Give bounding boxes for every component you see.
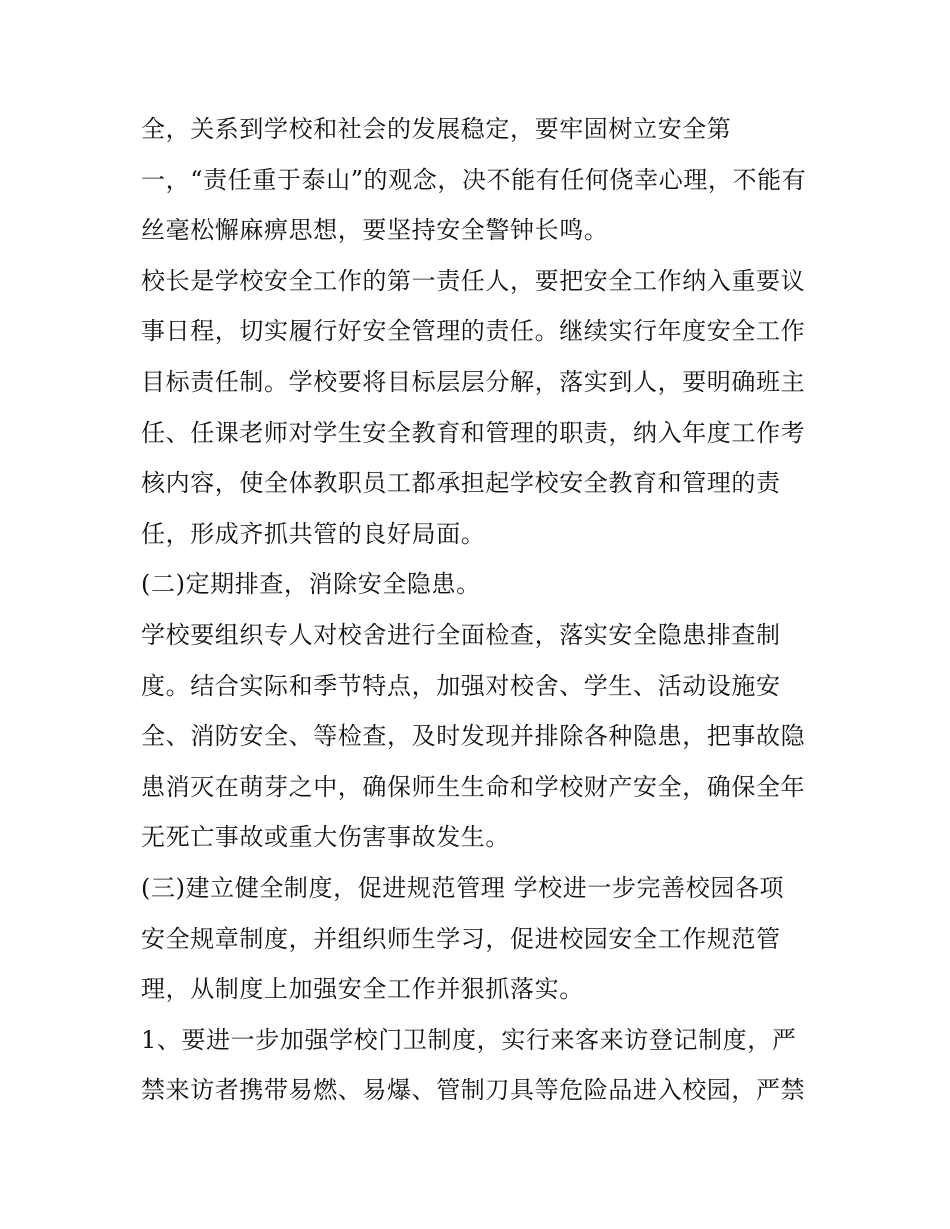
list-item-1: 1、要进一步加强学校门卫制度，实行来客来访登记制度，严 (141, 1025, 797, 1054)
section-heading-2: (二)定期排查，消除安全隐患。 (141, 570, 481, 599)
text-line: 事日程，切实履行好安全管理的责任。继续实行年度安全工作 (141, 317, 806, 346)
text-line: 任、任课老师对学生安全教育和管理的职责，纳入年度工作考 (141, 418, 806, 447)
text-line: 校长是学校安全工作的第一责任人，要把安全工作纳入重要议 (141, 266, 806, 295)
text-line: 学校要组织专人对校舍进行全面检查，落实安全隐患排查制 (141, 620, 781, 649)
text-line: 度。结合实际和季节特点，加强对校舍、学生、活动设施安 (141, 671, 781, 700)
text-line: 核内容，使全体教职员工都承担起学校安全教育和管理的责 (141, 469, 781, 498)
text-line: 禁来访者携带易燃、易爆、管制刀具等危险品进入校园，严禁 (141, 1076, 806, 1105)
text-line: 一，“责任重于泰山”的观念，决不能有任何侥幸心理，不能有 (141, 165, 807, 194)
body-text (141, 110, 831, 1122)
text-line: 患消灭在萌芽之中，确保师生生命和学校财产安全，确保全年 (141, 772, 806, 801)
text-line: 全，关系到学校和社会的发展稳定，要牢固树立安全第 (141, 115, 732, 143)
section-heading-3: (三)建立健全制度，促进规范管理 学校进一步完善校园各项 (141, 873, 785, 902)
text-line: 理，从制度上加强安全工作并狠抓落实。 (141, 975, 584, 1004)
text-line: 任，形成齐抓共管的良好局面。 (141, 519, 486, 548)
text-line: 无死亡事故或重大伤害事故发生。 (141, 823, 510, 852)
text-line: 安全规章制度，并组织师生学习，促进校园安全工作规范管 (141, 924, 781, 953)
text-line: 丝毫松懈麻痹思想，要坚持安全警钟长鸣。 (141, 216, 609, 245)
text-line: 全、消防安全、等检查，及时发现并排除各种隐患，把事故隐 (141, 722, 806, 751)
text-line: 目标责任制。学校要将目标层层分解，落实到人，要明确班主 (141, 367, 806, 396)
